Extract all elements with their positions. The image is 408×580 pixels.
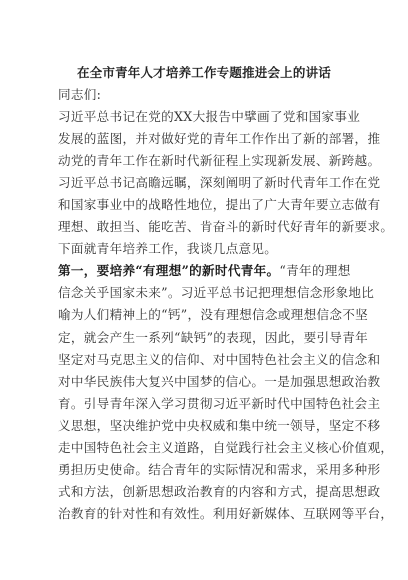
paragraph-line: 理想、敢担当、能吃苦、肯奋斗的新时代好青年的新要求。 [58, 219, 394, 235]
section-heading-line [58, 260, 358, 282]
document-title: 在全市青年人才培养工作专题推进会上的讲话 [76, 65, 331, 80]
paragraph-line: 动党的青年工作在新时代新征程上实现新发展、新跨越。 [58, 153, 381, 169]
paragraph-line: 习近平总书记高瞻远瞩，深刻阐明了新时代青年工作在党 [58, 175, 381, 191]
document-body [58, 84, 394, 525]
paragraph-line: 习近平总书记在党的XX大报告中擘画了党和国家事业 [58, 109, 361, 125]
section-line: 对中华民族伟大复兴中国梦的信心。一是加强思想政治教 [58, 373, 381, 389]
paragraph-line: 发展的蓝图，并对做好党的青年工作作出了新的部署，推 [58, 131, 381, 147]
section-line: 信念关乎国家未来”。习近平总书记把理想信念形象地比 [58, 285, 375, 301]
section-line: 义思想，坚决维护党中央权威和集中统一领导，坚定不移 [58, 417, 381, 433]
section-line: 治教育的针对性和有效性。利用好新媒体、互联网等平台， [58, 505, 394, 521]
section-line: 走中国特色社会主义道路，自觉践行社会主义核心价值观， [58, 439, 394, 455]
section-line: 式和方法，创新思想政治教育的内容和方式，提高思想政 [58, 483, 381, 499]
section-line: 定，就会产生一系列“缺钙”的表现，因此，要引导青年 [58, 329, 369, 345]
paragraph-line: 和国家事业中的战略性地位，提出了广大青年要立志做有 [58, 197, 381, 213]
section-line: 育。引导青年深入学习贯彻习近平新时代中国特色社会主 [58, 395, 381, 411]
paragraph-line: 下面就青年培养工作，我谈几点意见。 [58, 241, 278, 257]
section-heading: 第一，要培养“有理想”的新时代青年。 [58, 263, 280, 279]
section-line: 喻为人们精神上的“钙”，没有理想信念或理想信念不坚 [58, 307, 369, 323]
section-line: 坚定对马克思主义的信仰、对中国特色社会主义的信念和 [58, 351, 381, 367]
section-line: 勇担历史使命。结合青年的实际情况和需求，采用多种形 [58, 461, 381, 477]
section-heading-tail: “青年的理想 [279, 263, 351, 279]
greeting: 同志们: [58, 87, 102, 102]
